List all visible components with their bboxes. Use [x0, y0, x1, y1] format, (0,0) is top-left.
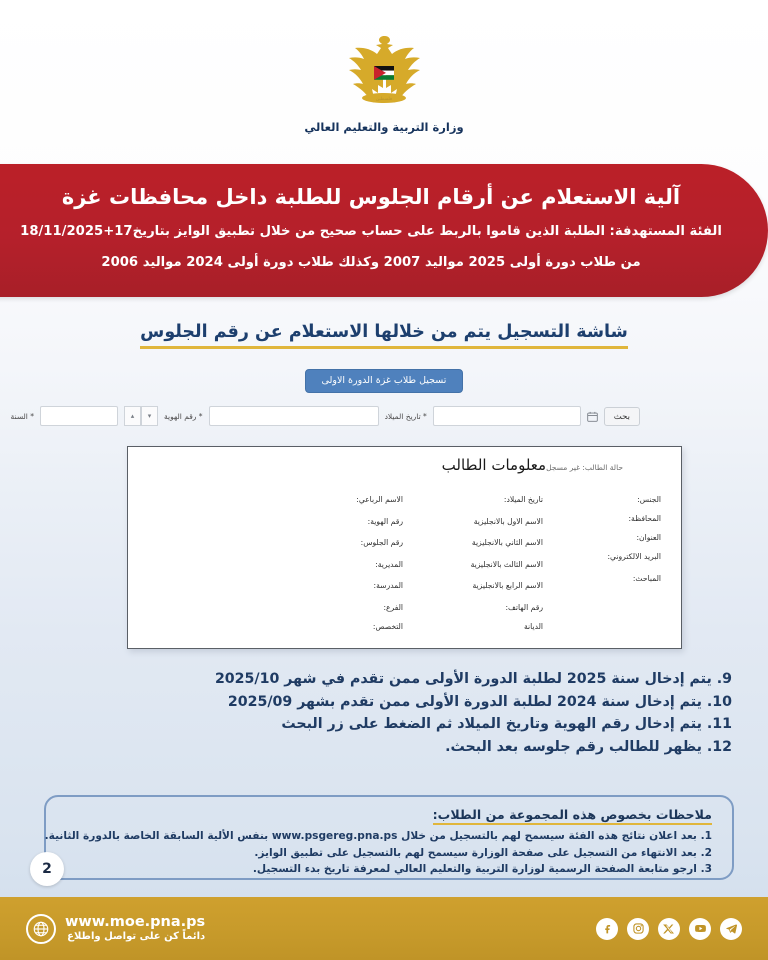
year-label: * السنة	[10, 411, 35, 421]
field-full-name: الاسم الرباعي:	[356, 495, 403, 504]
chevron-up-icon[interactable]: ▴	[124, 406, 141, 426]
field-column-right	[283, 496, 403, 642]
field-fourth-name-en: الاسم الرابع بالانجليزية	[472, 581, 543, 591]
field-column-left	[543, 496, 661, 642]
globe-icon	[26, 914, 56, 944]
field-second-name-en: الاسم الثاني بالانجليزية	[471, 538, 543, 548]
field-phone-number: رقم الهاتف:	[505, 602, 543, 612]
instagram-icon[interactable]	[627, 918, 649, 940]
search-form-row	[10, 404, 640, 428]
field-governorate: المحافظة:	[628, 514, 661, 524]
notes-box	[44, 795, 734, 880]
national-id-label: * رقم الهوية	[164, 411, 203, 421]
field-specialization: التخصص:	[372, 622, 403, 632]
year-input[interactable]	[40, 406, 118, 426]
x-twitter-icon[interactable]	[658, 918, 680, 940]
card-header	[128, 447, 681, 474]
ministry-name: وزارة التربية والتعليم العالي	[304, 120, 464, 134]
list-item: 10. يتم إدخال سنة 2024 لطلبة الدورة الأولى ممن تقدم بشهر 2025/09	[227, 693, 732, 710]
list-item: 9. يتم إدخال سنة 2025 لطلبة الدورة الأولى ممن تقدم في شهر 2025/10	[214, 671, 732, 687]
note-item: 2. بعد الانتهاء من التسجيل على صفحة الوزارة سيسمح لهم بالتسجيل على تطبيق الوايز.	[254, 846, 712, 859]
field-gender: الجنس:	[637, 495, 661, 504]
footer-tagline: دائماً كن على تواصل واطلاع	[67, 931, 206, 943]
page-footer	[0, 897, 768, 960]
date-of-birth-input[interactable]	[433, 406, 581, 426]
field-branch: الفرع:	[383, 602, 403, 612]
notes-title: ملاحظات بخصوص هذه المجموعة من الطلاب:	[433, 807, 712, 825]
note-item: 1. بعد اعلان نتائج هذه الفئة سيسمح لهم بالتسجيل من خلال www.psgereg.pna.ps بنفس الألية السابقة الخاصة بالدورة الثانية.	[44, 830, 712, 842]
student-status-text: حالة الطالب: غير مسجل	[546, 463, 623, 472]
calendar-icon[interactable]	[587, 407, 598, 425]
field-school: المدرسة:	[373, 581, 403, 591]
page-number-badge: 2	[30, 852, 64, 886]
field-religion: الديانة	[523, 622, 543, 632]
svg-text:فلسطين: فلسطين	[375, 97, 393, 102]
chevron-down-icon[interactable]: ▾	[141, 406, 158, 426]
red-banner	[0, 164, 768, 297]
field-third-name-en: الاسم الثالث بالانجليزية	[470, 559, 543, 569]
page-header	[0, 30, 768, 134]
card-title: معلومات الطالب	[441, 456, 547, 474]
student-information-card	[127, 446, 682, 649]
field-subjects: المباحث:	[632, 573, 661, 583]
date-of-birth-label: * تاريخ الميلاد	[384, 411, 427, 421]
list-item: 11. يتم إدخال رقم الهوية وتاريخ الميلاد ثم الضغط على زر البحث	[281, 716, 732, 733]
field-address: العنوان:	[636, 533, 661, 543]
search-button[interactable]: بحث	[604, 407, 640, 426]
banner-title: آلية الاستعلام عن أرقام الجلوس للطلبة داخل محافظات غزة	[61, 185, 681, 209]
note-item: 3. ارجو متابعة الصفحة الرسمية لوزارة التربية والتعليم العالي لمعرفة تاريخ بدء التسجيل.	[252, 863, 712, 876]
youtube-icon[interactable]	[689, 918, 711, 940]
field-first-name-en: الاسم الاول بالانجليزية	[473, 516, 543, 526]
banner-target-audience: الفئة المستهدفة: الطلبة الذين قاموا بالربط على حساب صحيح من خلال تطبيق الوايز بتاريخ17+18/11/2025	[20, 224, 722, 240]
section-heading: شاشة التسجيل يتم من خلالها الاستعلام عن رقم الجلوس	[140, 322, 628, 349]
list-item: 12. يظهر للطالب رقم جلوسه بعد البحث.	[445, 739, 732, 756]
field-date-of-birth: تاريخ الميلاد:	[503, 495, 543, 504]
field-seat-number: رقم الجلوس:	[360, 538, 403, 548]
field-email: البريد الالكتروني:	[607, 552, 661, 562]
palestine-eagle-emblem	[336, 30, 432, 116]
section-heading-container	[0, 322, 768, 349]
register-gaza-first-round-button[interactable]: تسجيل طلاب غزة الدورة الاولى	[305, 369, 464, 393]
instructions-list	[0, 668, 732, 759]
facebook-icon[interactable]	[596, 918, 618, 940]
telegram-icon[interactable]	[720, 918, 742, 940]
banner-cohorts: من طلاب دورة أولى 2025 مواليد 2007 وكذلك طلاب دورة أولى 2024 مواليد 2006	[101, 255, 641, 271]
social-links	[596, 918, 742, 940]
field-column-middle	[403, 496, 543, 642]
national-id-input[interactable]	[209, 406, 379, 426]
footer-website-url[interactable]: www.moe.pna.ps	[65, 913, 206, 930]
field-directorate: المديرية:	[375, 559, 403, 569]
card-field-columns	[128, 474, 681, 642]
year-spinner[interactable]	[124, 406, 158, 426]
field-national-id: رقم الهوية:	[367, 516, 403, 526]
register-button-container	[0, 368, 768, 393]
footer-contact	[26, 914, 205, 944]
